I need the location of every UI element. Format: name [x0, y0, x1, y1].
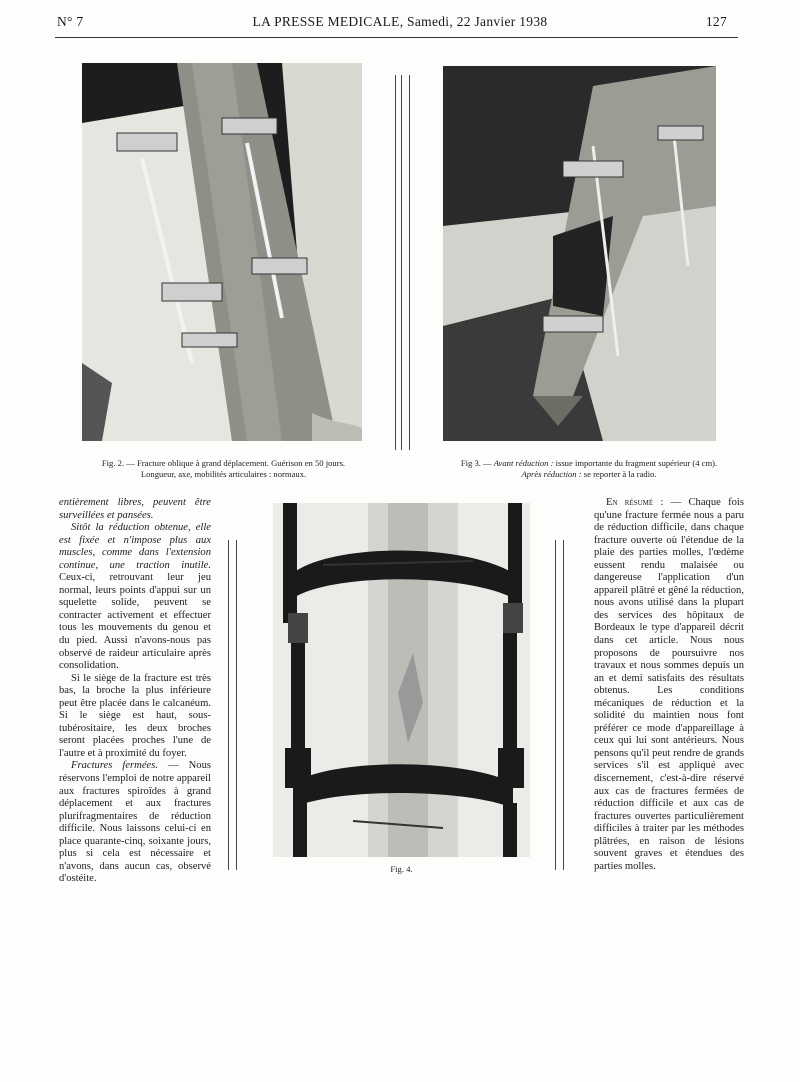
- right-paragraph-text: : — Chaque fois qu'une fracture fermée nous a paru de réduction difficile, dans chaque fracture ouverte où l'étendue de la plaie des parties molles, l'œdème eussent rendu malaisée ou dangereuse l'application d'un appareil plâtré et gêné la réduction, nous avons utilisé dans la plupart des services des hôpitaux de Bordeaux le type d'appareil décrit dans cet article. Nous nous proposons de poursuivre nos travaux et nous sommes depuis un an et demi satisfaits des résultats obtenus. Les conditions mécaniques de réduction et la solidité du maintien nous font préférer ce mode d'appareillage à ceux qui lui sont antérieurs. Nous pensons qu'il peut rendre de grands services s'il est appliqué avec discernement, c'est-à-dire réservé aux cas de fractures fermées de réduction difficile et aux cas de fractures ouvertes particulièrement difficiles à traiter par les méthodes plâtrées, en raison de lésions souvent graves et étendues des parties molles.: [594, 497, 744, 872]
- column-rule: [409, 75, 410, 450]
- left-paragraph-2-text: Ceux-ci, retrouvant leur jeu normal, leurs points d'appui sur un squelette solide, peuvent se contracter activement et effectuer tous les mouvements du genou et du pied. Aussi n'avons-nous pas observé de raideur articulaire après consolidation.: [59, 572, 211, 672]
- figure-3-caption-before-label: Avant réduction :: [493, 458, 554, 468]
- column-rule: [563, 540, 564, 870]
- figure-3-caption-after-text: se reporter à la radio.: [581, 469, 657, 479]
- header-rule: [55, 37, 738, 38]
- column-rule: [236, 540, 237, 870]
- figure-2-caption-line1: Fig. 2. — Fracture oblique à grand déplacement. Guérison en 50 jours.: [101, 458, 346, 468]
- left-text-column: [59, 497, 211, 886]
- figure-2-photo: [82, 63, 362, 441]
- left-paragraph-4-italic: Fractures fermées.: [71, 760, 158, 772]
- figure-3-caption-after-label: Après réduction :: [521, 469, 582, 479]
- figure-4-xray: [273, 503, 530, 857]
- left-paragraph-2-italic: Sitôt la réduction obtenue, elle est fixée et n'impose plus aux muscles, comme dans l'extension continue, une traction inutile.: [59, 522, 211, 571]
- left-paragraph-4-text: — Nous réservons l'emploi de notre appareil aux fractures spiroïdes à grand déplacement et aux fractures plurifragmentaires de réduction difficile. Nous laissons celui-ci en place quarante-cinq, soixante jours, plus si cela est nécessaire et n'avons, dans aucun cas, observé d'ostéite.: [59, 760, 211, 885]
- column-rule: [555, 540, 556, 870]
- right-paragraph: [594, 497, 744, 873]
- figure-2-caption: [82, 458, 365, 480]
- column-rule: [395, 75, 396, 450]
- column-rule: [401, 75, 402, 450]
- page-number: 127: [705, 14, 727, 29]
- figure-3-caption-prefix: Fig 3. —: [460, 458, 494, 468]
- figure-3-caption: [424, 458, 754, 480]
- figure-3-caption-before-text: issue importante du fragment supérieur (4 cm).: [553, 458, 718, 468]
- right-text-column: [594, 497, 744, 873]
- column-rule: [228, 540, 229, 870]
- issue-number: N° 7: [57, 14, 84, 29]
- left-paragraph-2: [59, 522, 211, 673]
- figure-4-caption: Fig. 4.: [390, 864, 413, 874]
- figure-2-caption-line2: Longueur, axe, mobilités articulaires : normaux.: [140, 469, 307, 479]
- left-paragraph-3: Si le siège de la fracture est très bas, la broche la plus inférieure peut être placée dans le calcanéum. Si le siège est haut, sous-tubérositaire, les deux broches seront placées proches l'une de l'autre et à proximité du foyer.: [59, 672, 211, 759]
- left-paragraph-1: entièrement libres, peuvent être surveillées et pansées.: [59, 497, 211, 521]
- figure-3-photo: [443, 66, 716, 441]
- journal-title: LA PRESSE MEDICALE, Samedi, 22 Janvier 1938: [252, 14, 548, 29]
- right-paragraph-lead: En résumé: [606, 497, 654, 508]
- left-paragraph-4: [59, 760, 211, 885]
